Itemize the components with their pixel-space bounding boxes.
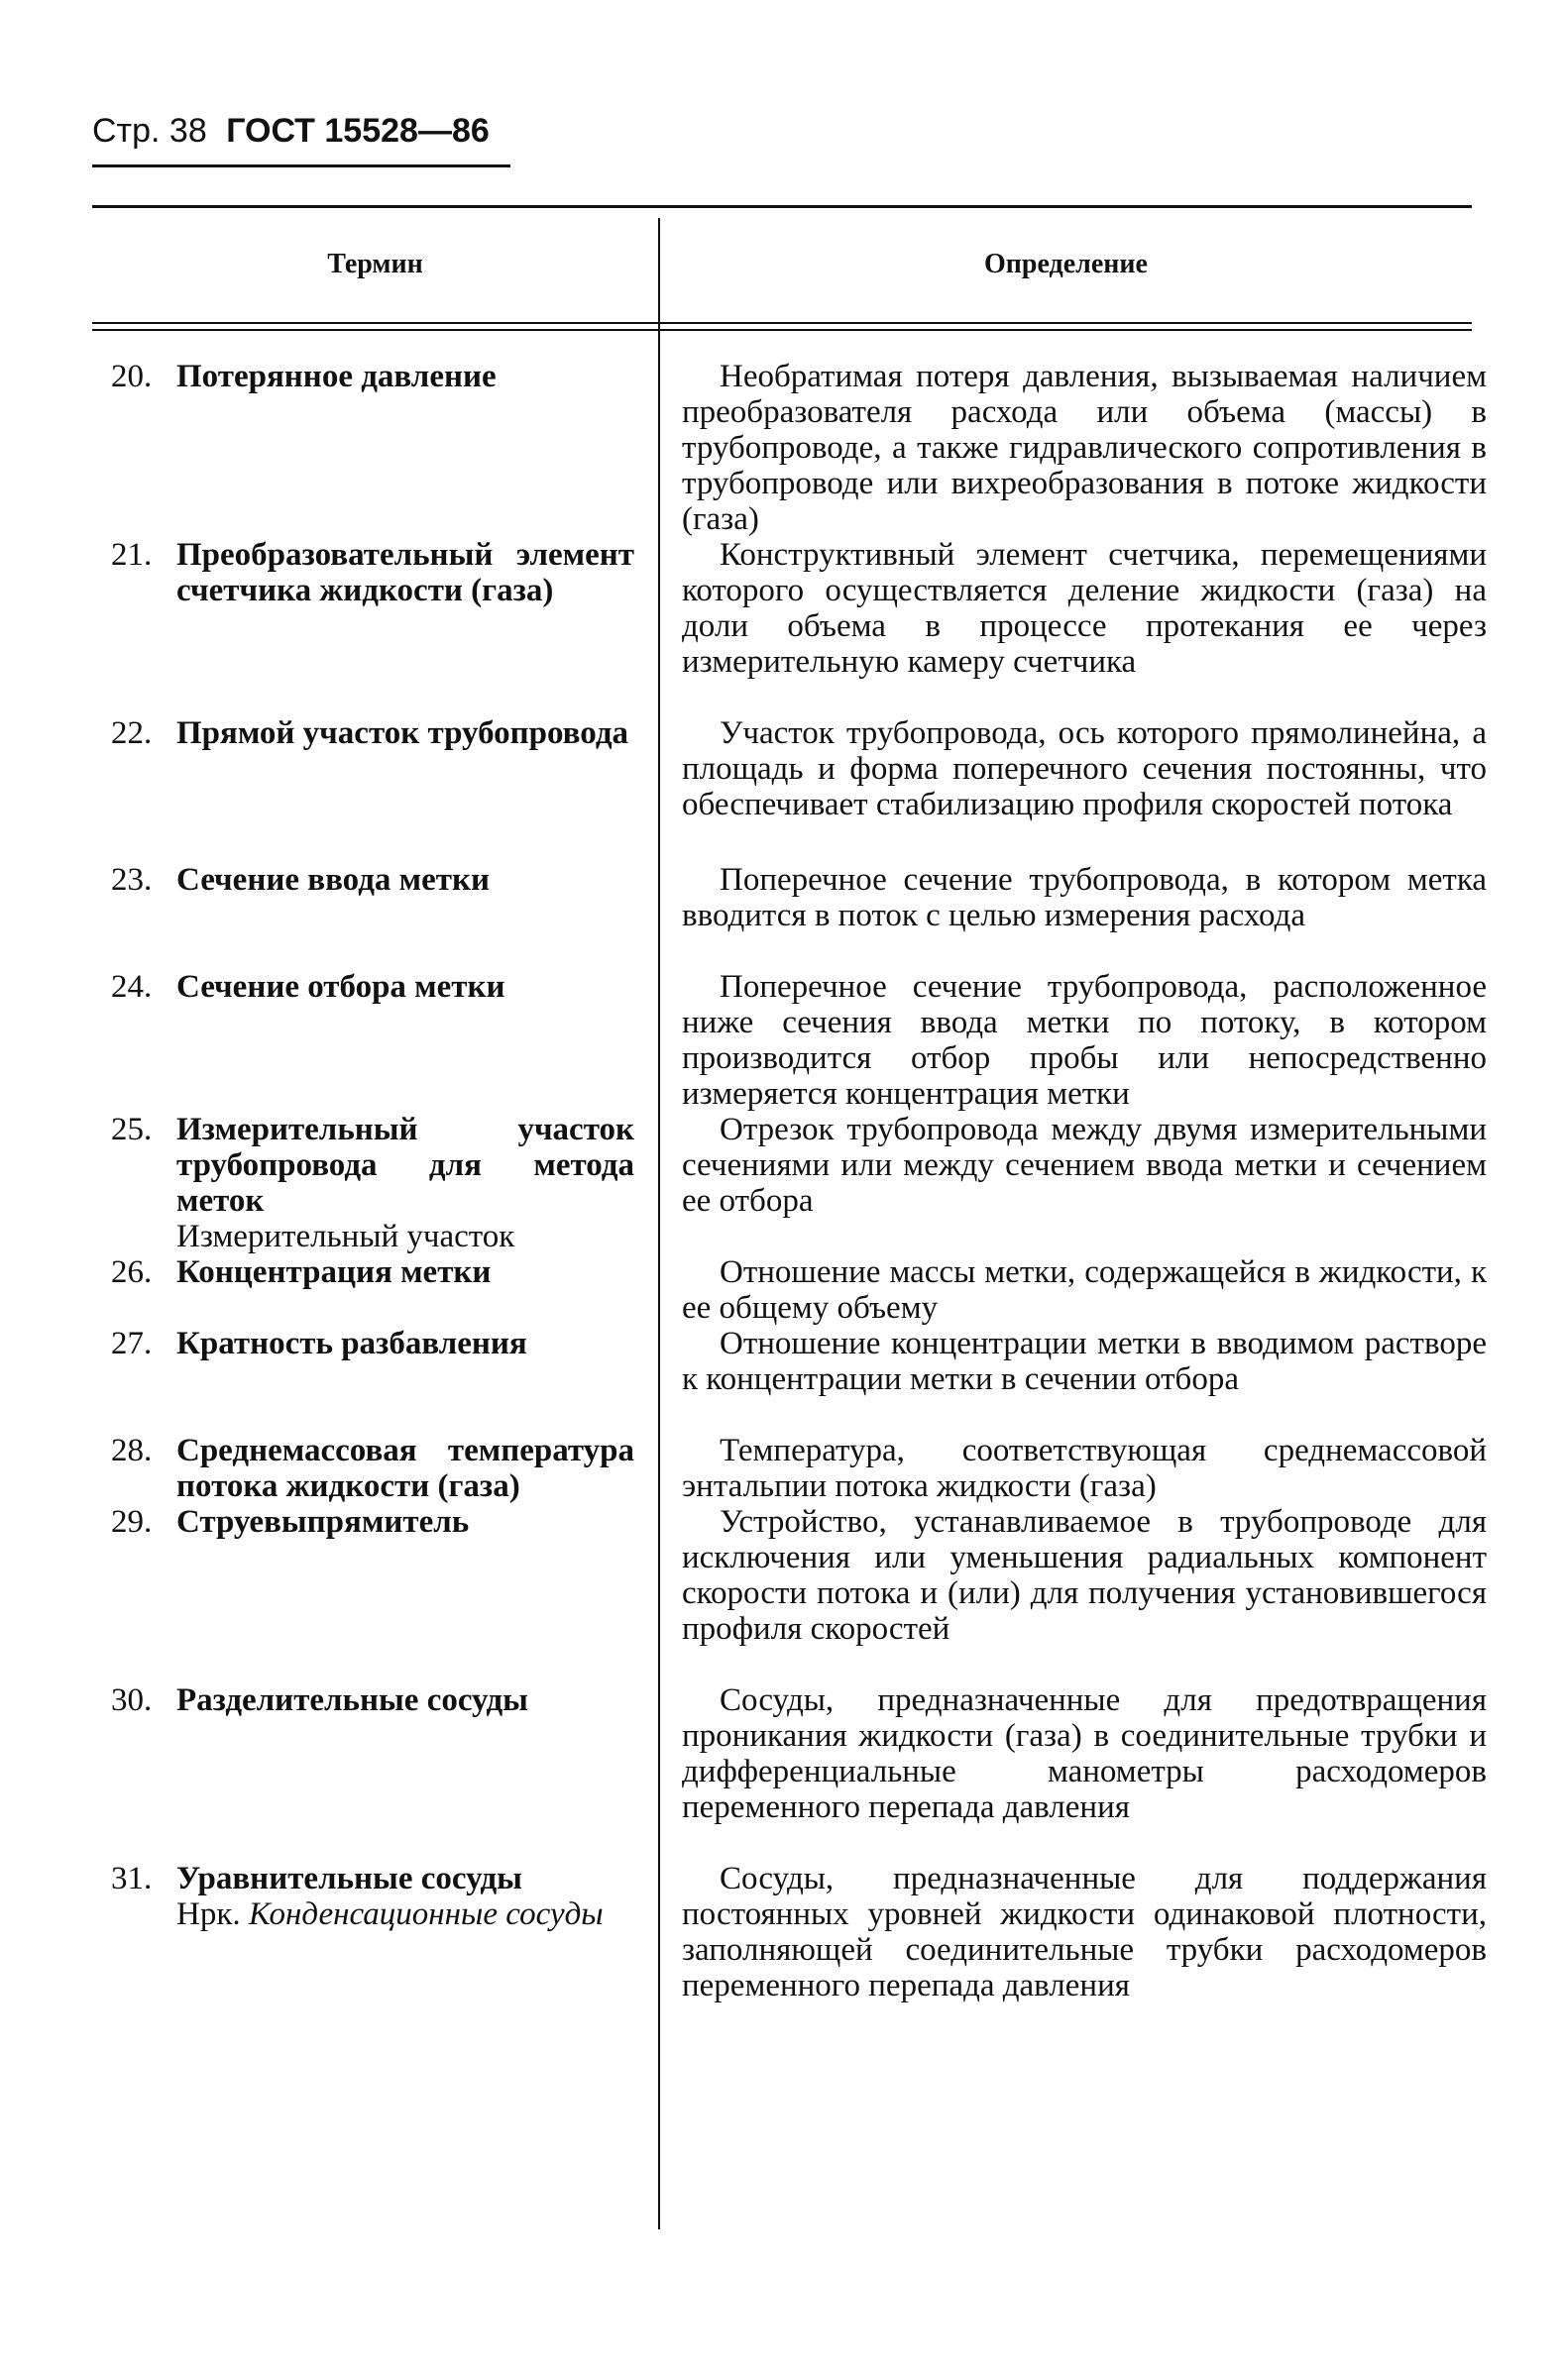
term-number: 20. (111, 359, 153, 394)
term-name: Измерительный участок трубопровода для метода меток (176, 1112, 634, 1219)
definition-cell: Температура, соответствующая среднемассовой энтальпии потока жидкости (газа) (682, 1433, 1487, 1504)
term-name: Потерянное давление (176, 359, 497, 394)
definition-cell: Устройство, устанавливаемое в трубопроводе для исключения или уменьшения радиальных компонент скорости потока и (или) для получения установившегося профиля скоростей (682, 1504, 1487, 1647)
deprecated-term-text: Конденсационные сосуды (248, 1896, 604, 1932)
term-number: 24. (111, 969, 153, 1005)
term-cell (111, 862, 634, 898)
definition-cell: Сосуды, предназначенные для предотвращения проникания жидкости (газа) в соединительные трубки и дифференциальные манометры расходомеров переменного перепада давления (682, 1682, 1487, 1825)
definition-cell: Отрезок трубопровода между двумя измерительными сечениями или между сечением ввода метки и сечением ее отбора (682, 1112, 1487, 1219)
term-name: Кратность разбавления (176, 1326, 527, 1361)
deprecated-label: Нрк. (176, 1896, 241, 1932)
term-cell (111, 1504, 634, 1540)
definition-cell: Участок трубопровода, ось которого прямолинейна, а площадь и форма поперечного сечения постоянны, что обеспечивает стабилизацию профиля скоростей потока (682, 715, 1487, 822)
running-header (92, 109, 490, 153)
term-cell (111, 359, 634, 394)
definition-cell: Отношение массы метки, содержащейся в жидкости, к ее общему объему (682, 1254, 1487, 1326)
table-header-rule (92, 322, 1472, 324)
column-header-definition: Определение (984, 249, 1148, 279)
term-cell (111, 1112, 634, 1254)
term-cell (111, 969, 634, 1005)
term-number: 29. (111, 1504, 153, 1540)
term-name: Преобразовательный элемент счетчика жидкости (газа) (176, 537, 634, 608)
term-number: 21. (111, 537, 153, 573)
term-cell (111, 1433, 634, 1504)
definition-cell: Необратимая потеря давления, вызываемая наличием преобразователя расхода или объема (массы) в трубопроводе, а также гидравлического сопротивления в трубопроводе или вихреобразования в потоке жидкости (газа) (682, 359, 1487, 537)
definition-cell: Поперечное сечение трубопровода, расположенное ниже сечения ввода метки по потоку, в котором производится отбор пробы или непосредственно измеряется концентрация метки (682, 969, 1487, 1112)
definition-cell: Сосуды, предназначенные для поддержания постоянных уровней жидкости одинаковой плотности, заполняющей соединительные трубки расходомеров переменного перепада давления (682, 1861, 1487, 2003)
term-cell (111, 1254, 634, 1290)
table-top-rule (92, 205, 1472, 208)
header-underline (92, 164, 510, 167)
term-number: 22. (111, 715, 153, 751)
term-name: Сечение отбора метки (176, 969, 505, 1005)
column-header-term: Термин (327, 249, 423, 279)
definition-cell: Конструктивный элемент счетчика, перемещениями которого осуществляется деление жидкости (газа) на доли объема в процессе протекания ее через измерительную камеру счетчика (682, 537, 1487, 680)
term-cell (111, 537, 634, 608)
term-number: 28. (111, 1433, 153, 1468)
term-number: 27. (111, 1326, 153, 1361)
term-number: 26. (111, 1254, 153, 1290)
term-name: Концентрация метки (176, 1254, 492, 1290)
term-name: Прямой участок трубопровода (176, 715, 629, 751)
deprecated-term (111, 1896, 634, 1932)
term-number: 31. (111, 1861, 153, 1896)
standard-code: ГОСТ 15528—86 (226, 112, 490, 150)
term-name: Разделительные сосуды (176, 1682, 528, 1718)
definition-cell: Поперечное сечение трубопровода, в котором метка вводится в поток с целью измерения расхода (682, 862, 1487, 933)
definition-cell: Отношение концентрации метки в вводимом растворе к концентрации метки в сечении отбора (682, 1326, 1487, 1397)
term-number: 23. (111, 862, 153, 898)
page-number: Стр. 38 (92, 112, 207, 150)
term-synonym: Измерительный участок (176, 1219, 515, 1254)
term-cell (111, 1326, 634, 1361)
term-name: Среднемассовая температура потока жидкости (газа) (176, 1433, 634, 1504)
term-number: 25. (111, 1112, 153, 1147)
term-cell (111, 715, 634, 751)
table-header-rule-double (92, 329, 1472, 331)
table-column-divider (658, 218, 660, 2229)
term-name: Уравнительные сосуды (176, 1861, 522, 1896)
term-cell (111, 1682, 634, 1718)
term-number: 30. (111, 1682, 153, 1718)
term-name: Струевыпрямитель (176, 1504, 470, 1540)
term-cell (111, 1861, 634, 1932)
term-name: Сечение ввода метки (176, 862, 491, 898)
